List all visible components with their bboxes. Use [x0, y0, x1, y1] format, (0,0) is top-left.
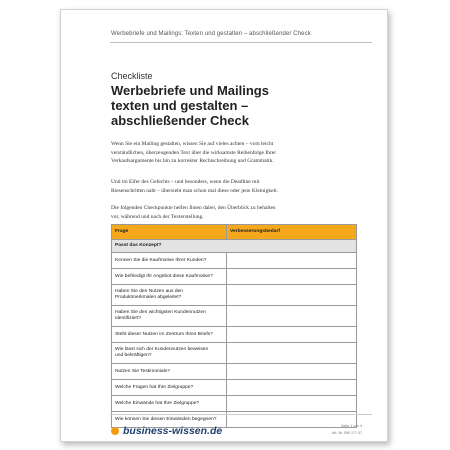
intro-paragraph [111, 140, 351, 166]
table-row [112, 380, 357, 396]
answer-cell[interactable] [227, 327, 357, 343]
question-cell: Welche Fragen hat Ihre Zielgruppe? [112, 380, 227, 396]
header-divider [110, 42, 372, 43]
question-line: Haben Sie den wichtigsten Kundennutzen [115, 310, 206, 315]
section-row [112, 240, 357, 253]
checkpoints-paragraph [111, 204, 351, 221]
title-line: abschließender Check [111, 113, 249, 128]
logo-text: business-wissen.de [123, 425, 223, 437]
question-line: und bekräftigen? [115, 353, 152, 358]
paragraph-line: verständlichen, überzeugenden Text über die wirksamste Reihenfolge Ihrer [111, 149, 277, 156]
running-header: Werbebriefe und Mailings: Texten und gestalten – abschließender Check [111, 31, 311, 37]
column-header-improvement: Verbesserungsbedarf [227, 225, 357, 240]
footer-divider [110, 414, 372, 415]
question-cell: Kennen Sie die Kaufmotive Ihrer Kunden? [112, 253, 227, 269]
paragraph-line: vor, während und nach der Texterstellung. [111, 213, 204, 220]
question-cell [112, 285, 227, 306]
answer-cell[interactable] [227, 269, 357, 285]
question-line: Produktmerkmalen abgeleitet? [115, 295, 182, 300]
question-cell: Nutzen Sie Testimonials? [112, 364, 227, 380]
paragraph-line: Die folgenden Checkpunkte helfen Ihnen dabei, den Überblick zu behalten [111, 205, 276, 211]
table-row [112, 327, 357, 343]
question-cell: Wie können Sie diesen Einwänden begegnen? [112, 412, 227, 428]
section-title: Passt das Konzept? [112, 240, 357, 253]
answer-cell[interactable] [227, 380, 357, 396]
answer-cell[interactable] [227, 364, 357, 380]
logo-dot-icon [111, 427, 119, 435]
paragraph-line: Und im Eifer des Gefechts – und besonders, wenn die Deadline mit [111, 179, 260, 185]
table-header-row [112, 225, 357, 240]
table-row [112, 253, 357, 269]
question-cell: Welche Einwände hat Ihre Zielgruppe? [112, 396, 227, 412]
table-row [112, 396, 357, 412]
question-line: Haben Sie den Nutzen aus den [115, 289, 183, 294]
table-row [112, 285, 357, 306]
answer-cell[interactable] [227, 306, 357, 327]
business-wissen-logo[interactable] [111, 424, 222, 438]
checklist-table [111, 224, 357, 428]
table-row [112, 269, 357, 285]
answer-cell[interactable] [227, 253, 357, 269]
paragraph-line: Riesenschritten naht – übersieht man schon mal diese oder jene Kleinigkeit. [111, 187, 278, 194]
question-line: identifiziert? [115, 316, 142, 321]
table-row [112, 364, 357, 380]
table-row [112, 343, 357, 364]
article-number: Art.-Nr. BW 177 07 [331, 431, 362, 435]
question-line: Wie lässt sich der Kundennutzen beweisen [115, 347, 209, 352]
question-cell: Wie befriedigt Ihr Angebot diese Kaufmotive? [112, 269, 227, 285]
paragraph-line: Verkaufsargumente bis hin zu korrekter Rechtschreibung und Grammatik. [111, 158, 274, 165]
page-number: Seite 1 von 4 [341, 424, 362, 428]
document-page [60, 9, 388, 442]
answer-cell[interactable] [227, 343, 357, 364]
paragraph-line: Wenn Sie ein Mailing gestalten, wissen Sie auf vieles achten – vom leicht [111, 141, 274, 147]
column-header-question: Frage [112, 225, 227, 240]
document-label: Checkliste [111, 71, 153, 81]
document-title [111, 83, 351, 128]
answer-cell[interactable] [227, 285, 357, 306]
table-row [112, 306, 357, 327]
deadline-paragraph [111, 178, 351, 195]
answer-cell[interactable] [227, 396, 357, 412]
title-line: Werbebriefe und Mailings [111, 83, 269, 98]
title-line: texten und gestalten – [111, 98, 249, 113]
question-cell: Steht dieser Nutzen im Zentrum Ihres Briefs? [112, 327, 227, 343]
question-cell [112, 343, 227, 364]
question-cell [112, 306, 227, 327]
